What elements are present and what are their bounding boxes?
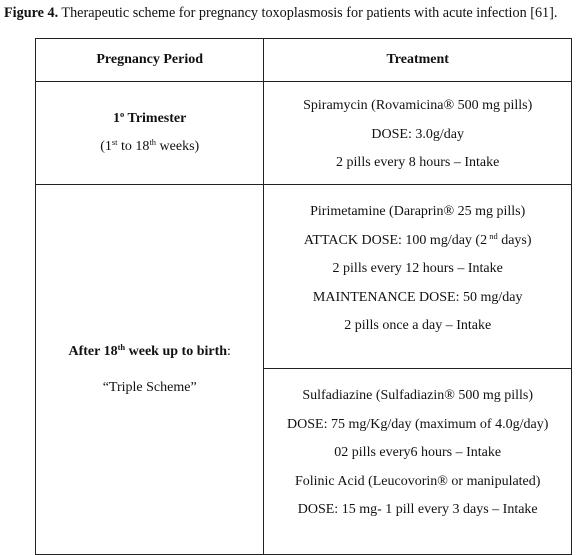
treatment-line: 2 pills every 8 hours – Intake [336,155,500,171]
treatment-sulfadiazine [264,369,572,555]
header-row [36,39,572,82]
figure-caption-text: Therapeutic scheme for pregnancy toxoplasmosis for patients with acute infection [61]. [58,5,558,21]
first-trimester-title: 1$^o$ Trimester [113,109,187,126]
header-pregnancy-period: Pregnancy Period [36,39,264,82]
treatment-first-trimester [264,82,572,185]
treatment-table [35,38,572,555]
treatment-pirimetamine [264,185,572,369]
after-18-title: After 18th week up to birth: [68,341,231,359]
treatment-line: DOSE: 3.0g/day [371,126,464,142]
header-treatment: Treatment [264,39,572,82]
treatment-line: Pirimetamine (Daraprin® 25 mg pills) [310,204,526,219]
table-row-first-trimester [36,82,572,185]
treatment-line: Spiramycin (Rovamicina® 500 mg pills) [303,98,533,114]
treatment-line: 2 pills every 12 hours – Intake [332,261,503,276]
treatment-line: ATTACK DOSE: 100 mg/day (2 $^{nd}$ days) [303,230,532,248]
treatment-line: 2 pills once a day – Intake [344,318,492,333]
period-after-18-weeks [36,185,264,555]
first-trimester-range: (1st to 18th weeks) [100,137,200,154]
treatment-line: DOSE: 15 mg- 1 pill every 3 days – Intake [297,502,538,517]
treatment-line: Folinic Acid (Leucovorin® or manipulated) [294,473,541,489]
treatment-line: MAINTENANCE DOSE: 50 mg/day [312,289,523,305]
period-first-trimester [36,82,264,185]
triple-scheme-label: “Triple Scheme” [102,379,197,395]
figure-caption [4,4,578,22]
treatment-line: DOSE: 75 mg/Kg/day (maximum of 4.0g/day) [287,416,549,432]
treatment-line: Sulfadiazine (Sulfadiazin® 500 mg pills) [302,388,534,403]
figure-label: Figure 4. [4,5,59,21]
table-row-after-18-weeks [36,185,572,369]
treatment-line: 02 pills every6 hours – Intake [334,445,502,460]
